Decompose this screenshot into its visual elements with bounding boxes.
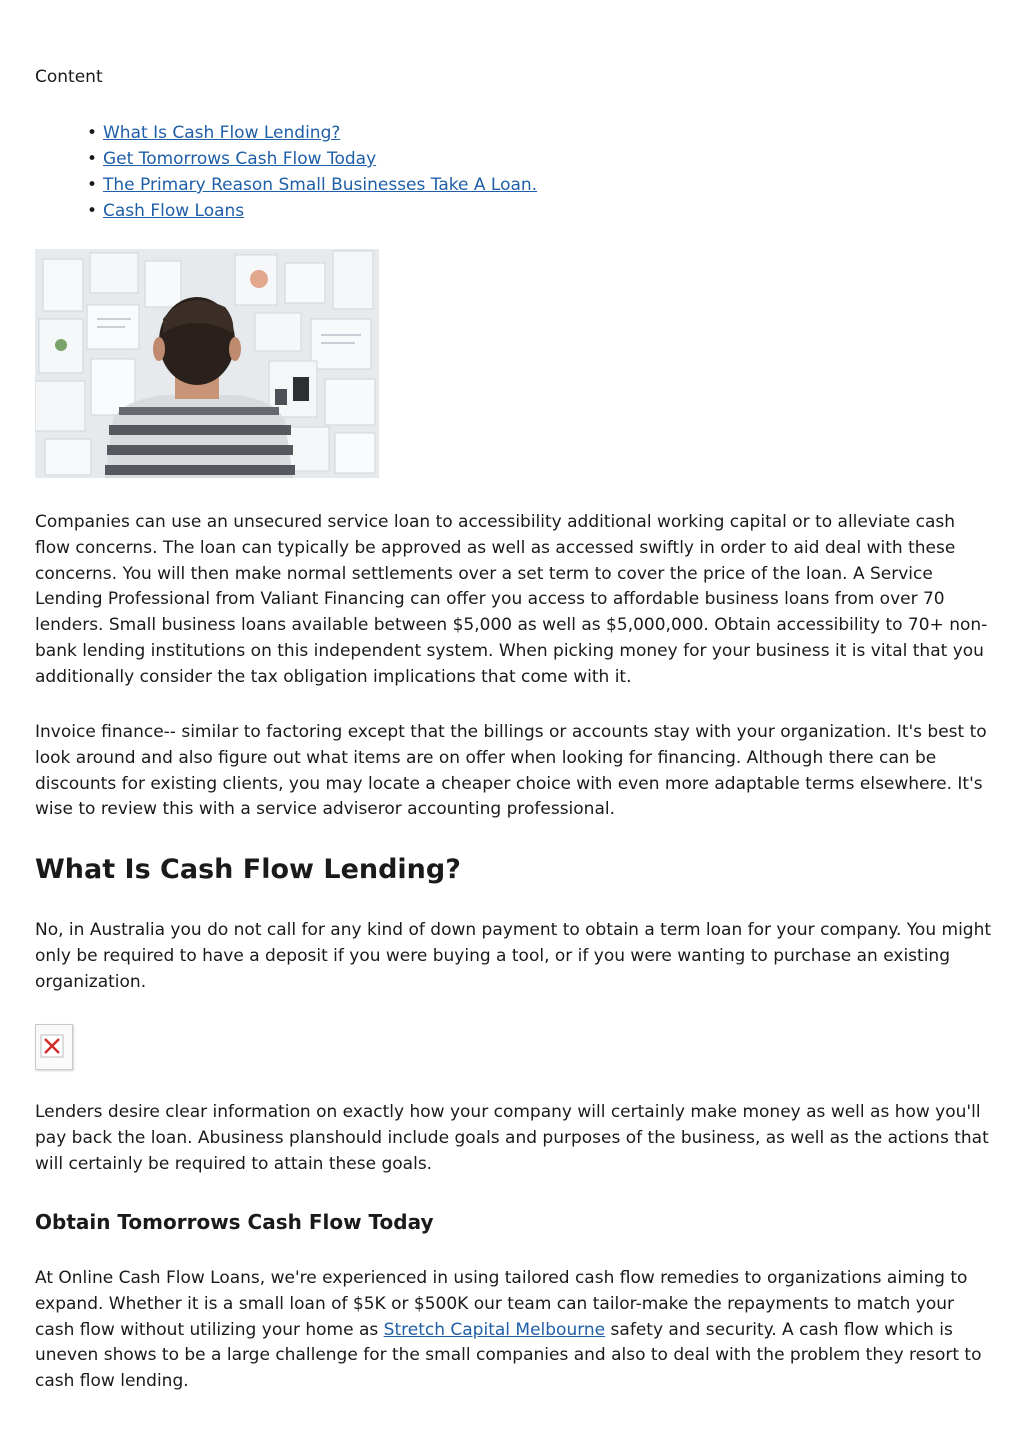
toc-item: [87, 198, 537, 224]
content-label: Content: [35, 67, 103, 87]
paragraph-5: [35, 1266, 995, 1395]
toc-item: [87, 120, 537, 146]
toc-link-get-tomorrows-cash-flow[interactable]: Get Tomorrows Cash Flow Today: [103, 149, 377, 169]
toc-item: [87, 172, 537, 198]
stretch-capital-link[interactable]: Stretch Capital Melbourne: [383, 1319, 606, 1340]
table-of-contents: [87, 120, 537, 224]
toc-link-what-is-cash-flow-lending[interactable]: What Is Cash Flow Lending?: [103, 123, 341, 143]
toc-link-primary-reason[interactable]: The Primary Reason Small Businesses Take A Loan.: [103, 175, 538, 195]
paragraph-3: No, in Australia you do not call for any kind of down payment to obtain a term loan for your company. You might only be required to have a deposit if you were buying a tool, or if you were wanting to purchase an existing organization.: [35, 920, 992, 992]
section-heading: What Is Cash Flow Lending?: [35, 854, 461, 885]
paragraph-5-text-after: safety and security. A cash flow which is uneven shows to be a large challenge for the small companies and also to deal with the problem they resort to cash flow lending.: [35, 1319, 982, 1392]
broken-image: [35, 1024, 73, 1070]
paragraph-1: Companies can use an unsecured service loan to accessibility additional working capital or to alleviate cash flow concerns. The loan can typically be approved as well as accessed swiftly in order to aid deal with these concerns. You will then make normal settlements over a set term to cover the price of the loan. A Service Lending Professional from Valiant Financing can offer you access to affordable business loans from over 70 lenders. Small business loans available between $5,000 as well as $5,000,000. Obtain accessibility to 70+ non-bank lending institutions on this independent system. When picking money for your business it is vital that you additionally consider the tax obligation implications that come with it.: [35, 512, 988, 687]
paragraph-4: Lenders desire clear information on exactly how your company will certainly make money as well as how you'll pay back the loan. Abusiness planshould include goals and purposes of the business, as well as the actions that will certainly be required to attain these goals.: [35, 1102, 989, 1174]
broken-image-icon: [36, 1025, 72, 1069]
man-looking-at-wall-image: [35, 249, 379, 478]
subsection-heading: Obtain Tomorrows Cash Flow Today: [35, 1210, 434, 1234]
paragraph-5-text-before: At Online Cash Flow Loans, we're experienced in using tailored cash flow remedies to organizations aiming to expand. Whether it is a small loan of $5K or $500K our team can tailor-make the repayments to match your cash flow without utilizing your home as: [35, 1268, 968, 1340]
article-photo: [35, 249, 379, 478]
toc-item: [87, 146, 537, 172]
toc-link-cash-flow-loans[interactable]: Cash Flow Loans: [103, 201, 245, 221]
paragraph-2: Invoice finance-- similar to factoring except that the billings or accounts stay with your organization. It's best to look around and also figure out what items are on offer when looking for financing. Although there can be discounts for existing clients, you may locate a cheaper choice with even more adaptable terms elsewhere. It's wise to review this with a service adviseror accounting professional.: [35, 722, 987, 820]
